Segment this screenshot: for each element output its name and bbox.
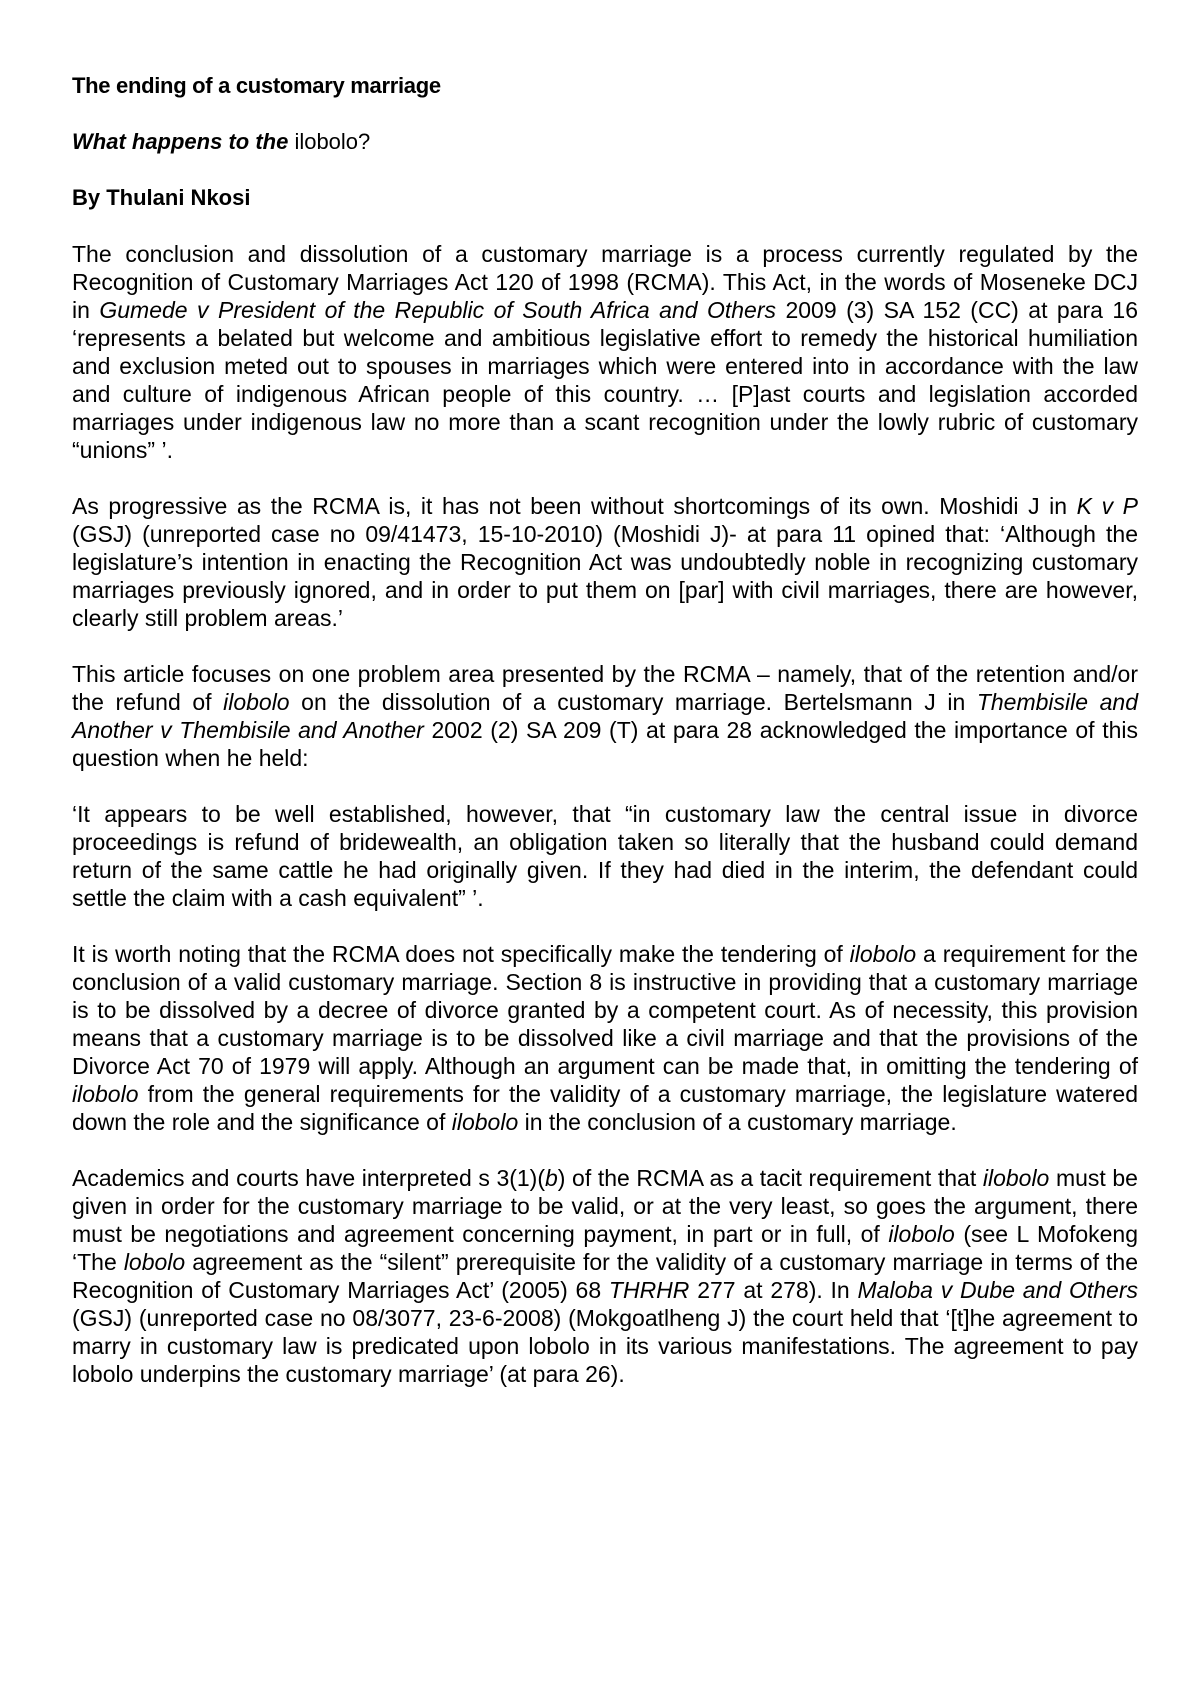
- text-run: agreement as the “silent” prerequisite for the validity of a customary marriage in terms of the Recognition of Customary Marriages Act’ (2005) 68: [72, 1249, 1139, 1303]
- italic-run: THRHR: [608, 1277, 690, 1303]
- text-run: (GSJ) (unreported case no 09/41473, 15-10-2010) (Moshidi J)- at para 11 opined that: ‘Although the legislature’s intention in enacting the Recognition Act was undoubtedly noble in recognizing customary marriages previously ignored, and in order to put them on [par] with civil marriages, there are however, clearly still problem areas.’: [72, 521, 1138, 631]
- text-run: ‘It appears to be well established, however, that “in customary law the central issue in divorce proceedings is refund of bridewealth, an obligation taken so literally that the husband could demand return of the same cattle he had originally given. If they had died in the interim, the defendant could settle the claim with a cash equivalent” ’.: [72, 801, 1138, 911]
- text-run: on the dissolution of a customary marriage. Bertelsmann J in: [289, 689, 977, 715]
- italic-run: b: [545, 1165, 558, 1191]
- text-run: 2009 (3) SA 152 (CC) at para 16 ‘represents a belated but welcome and ambitious legislative effort to remedy the historical humiliation and exclusion meted out to spouses in marriages which were entered into in accordance with the law and culture of indigenous African people of this country. … [P]ast courts and legislation accorded marriages under indigenous law no more than a scant recognition under the lowly rubric of customary “unions” ’.: [72, 297, 1138, 463]
- text-run: from the general requirements for the validity of a customary marriage, the legislature watered down the role and the significance of: [72, 1081, 1138, 1135]
- text-run: must be given in order for the customary marriage to be valid, or at the very least, so goes the argument, there must be negotiations and agreement concerning payment, in part or in full, of: [72, 1165, 1138, 1247]
- italic-run: ilobolo: [849, 941, 917, 967]
- text-run: As progressive as the RCMA is, it has not been without shortcomings of its own. Moshidi J in: [72, 493, 1077, 519]
- italic-run: ilobolo: [223, 689, 290, 715]
- italic-run: Gumede v President of the Republic of South Africa and Others: [99, 297, 776, 323]
- italic-run: K v P: [1076, 493, 1138, 519]
- paragraph-intro: [72, 240, 1138, 464]
- text-run: 2002 (2) SA 209 (T) at para 28 acknowledged the importance of this question when he held:: [72, 717, 1138, 771]
- italic-run: ilobolo: [72, 1081, 139, 1107]
- text-run: Academics and courts have interpreted s 3(1)(: [72, 1165, 545, 1191]
- text-run: (GSJ) (unreported case no 08/3077, 23-6-2008) (Mokgoatlheng J) the court held that ‘[t]he agreement to marry in customary law is predicated upon lobolo in its various manifestations. The agreement to pay lobolo underpins the customary marriage’ (at para 26).: [72, 1305, 1138, 1387]
- text-run: in the conclusion of a customary marriage.: [518, 1109, 957, 1135]
- subtitle-term: ilobolo?: [288, 129, 371, 154]
- italic-run: ilobolo: [888, 1221, 955, 1247]
- text-run: The conclusion and dissolution of a customary marriage is a process currently regulated by the Recognition of Customary Marriages Act 120 of 1998 (RCMA). This Act, in the words of Moseneke DCJ in: [72, 241, 1138, 323]
- paragraph-quote: [72, 800, 1138, 912]
- text-run: 277 at 278). In: [689, 1277, 858, 1303]
- text-run: This article focuses on one problem area presented by the RCMA – namely, that of the retention and/or the refund of: [72, 661, 1138, 715]
- italic-run: ilobolo: [451, 1109, 519, 1135]
- paragraph-tendering: [72, 940, 1138, 1136]
- paragraph-interpretation: [72, 1164, 1138, 1388]
- italic-run: Thembisile and Another v Thembisile and Another: [72, 689, 1138, 743]
- article-body: [72, 72, 1138, 1416]
- italic-run: ilobolo: [982, 1165, 1050, 1191]
- article-subtitle: [72, 128, 1138, 156]
- paragraph-problem-area: [72, 660, 1138, 772]
- subtitle-emphasis: What happens to the: [72, 129, 289, 154]
- paragraph-shortcomings: [72, 492, 1138, 632]
- article-title: The ending of a customary marriage: [72, 73, 441, 98]
- text-run: ) of the RCMA as a tacit requirement that: [557, 1165, 983, 1191]
- italic-run: Maloba v Dube and Others: [857, 1277, 1138, 1303]
- text-run: It is worth noting that the RCMA does not specifically make the tendering of: [72, 941, 850, 967]
- italic-run: lobolo: [123, 1249, 186, 1275]
- text-run: (see L Mofokeng ‘The: [72, 1221, 1139, 1275]
- text-run: a requirement for the conclusion of a valid customary marriage. Section 8 is instructive in providing that a customary marriage is to be dissolved by a decree of divorce granted by a competent court. As of necessity, this provision means that a customary marriage is to be dissolved like a civil marriage and that the provisions of the Divorce Act 70 of 1979 will apply. Although an argument can be made that, in omitting the tendering of: [72, 941, 1138, 1079]
- author-byline: By Thulani Nkosi: [72, 185, 251, 210]
